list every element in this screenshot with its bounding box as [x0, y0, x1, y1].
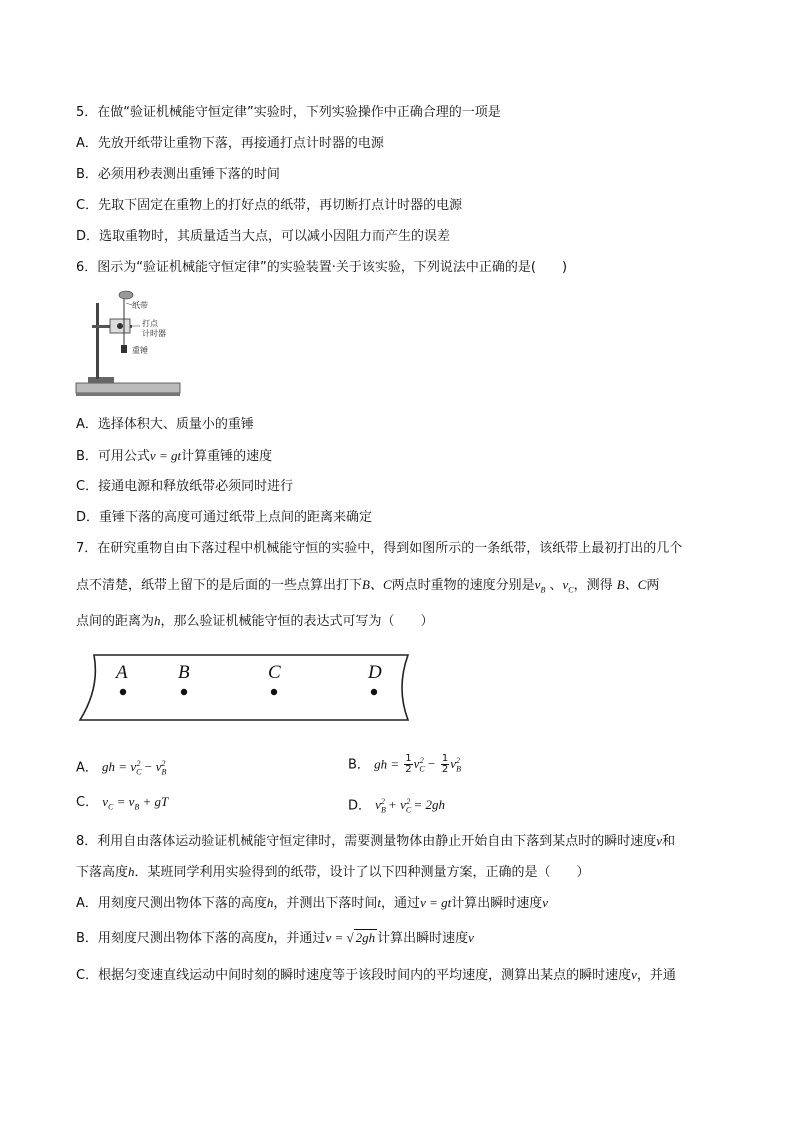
q7-stem-line3: 点间的距离为h，那么验证机械能守恒的表达式可写为（ ） — [76, 613, 434, 629]
label-timer-line1: 打点 — [142, 319, 158, 328]
q6-option-a: A．选择体积大、质量小的重锤 — [76, 417, 254, 432]
q6-option-d: D．重锤下落的高度可通过纸带上点间的距离来确定 — [76, 510, 373, 525]
q5-option-c: C．先取下固定在重物上的打好点的纸带，再切断打点计时器的电源 — [76, 198, 463, 213]
q8-option-b: B．用刻度尺测出物体下落的高度h，并通过v = √ 2gh 计算出瞬时速度v — [76, 930, 474, 946]
tape-label-c: C — [268, 662, 281, 683]
q5-option-a: A．先放开纸带让重物下落，再接通打点计时器的电源 — [76, 136, 384, 151]
q8-option-a: A．用刻度尺测出物体下落的高度h，并测出下落时间t，通过v = gt计算出瞬时速度v — [76, 895, 549, 911]
paper-tape-figure — [78, 652, 414, 724]
q6-option-b: B．可用公式v = gt计算重锤的速度 — [76, 448, 273, 464]
q7-stem-line2: 点不清楚，纸带上留下的是后面的一些点算出打下B、C两点时重物的速度分别是$v_B$ 、$v_C$，测得 B、C两 — [76, 577, 660, 595]
tape-dot-d — [371, 689, 377, 695]
q7-stem-line1: 7．在研究重物自由下落过程中机械能守恒的实验中，得到如图所示的一条纸带，该纸带上最初打出的几个 — [76, 541, 683, 556]
tape-dot-c — [271, 689, 277, 695]
q7-option-a: A． gh = $v_C^2 - v_B^2$ — [76, 759, 167, 777]
tape-label-a: A — [116, 662, 128, 683]
q7-option-b: B． gh = $\frac{1}{2}$ $v_C^2$ − $\frac{1}{2}$ $v_B^2$ — [348, 753, 461, 776]
tape-label-d: D — [368, 662, 382, 683]
apparatus-figure — [74, 285, 184, 400]
q8-stem-line2: 下落高度h．某班同学利用实验得到的纸带，设计了以下四种测量方案，正确的是（ ） — [76, 864, 590, 880]
tape-dot-a — [120, 689, 126, 695]
q8-stem-line1: 8．利用自由落体运动验证机械能守恒定律时，需要测量物体由静止开始自由下落到某点时的瞬时速度v和 — [76, 833, 676, 849]
label-timer-line2: 计时器 — [142, 329, 166, 338]
label-hammer: 重锤 — [132, 346, 148, 355]
q5-option-b: B．必须用秒表测出重锤下落的时间 — [76, 167, 280, 182]
q7-option-c: C． $v_C = v_B$ + gT — [76, 794, 169, 812]
q8-option-c: C．根据匀变速直线运动中间时刻的瞬时速度等于该段时间内的平均速度，测算出某点的瞬时速度v，并通 — [76, 967, 676, 983]
q5-option-d: D．选取重物时，其质量适当大点，可以减小因阻力而产生的误差 — [76, 229, 451, 244]
q7-option-d: D． $v_B^2 + v_C^2 = 2gh$ — [348, 797, 445, 815]
q6-option-c: C．接通电源和释放纸带必须同时进行 — [76, 479, 294, 494]
label-tape: 纸带 — [132, 301, 148, 310]
q6-stem: 6．图示为“验证机械能守恒定律”的实验装置·关于该实验，下列说法中正确的是( ) — [76, 260, 568, 275]
tape-label-b: B — [178, 662, 190, 683]
q5-stem: 5．在做“验证机械能守恒定律”实验时，下列实验操作中正确合理的一项是 — [76, 105, 501, 120]
tape-dot-b — [181, 689, 187, 695]
